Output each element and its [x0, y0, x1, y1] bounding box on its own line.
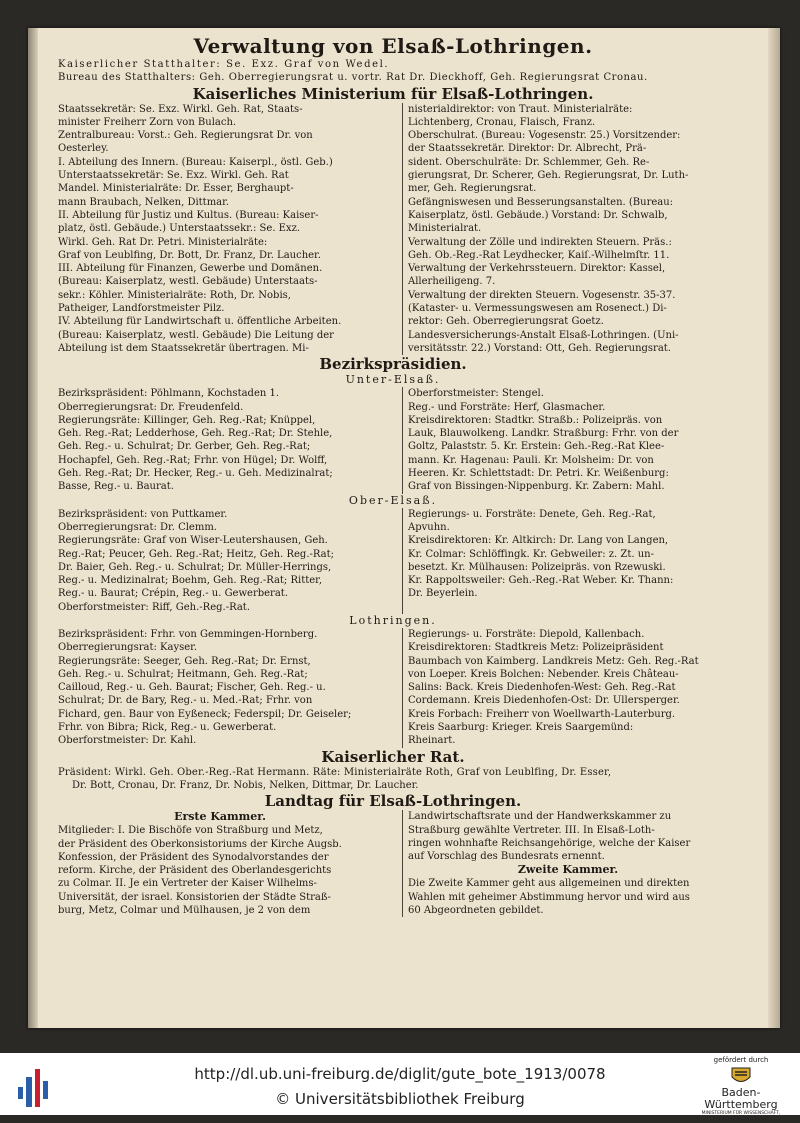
ministry-right-column	[402, 103, 728, 356]
section-heading-bezirk: Bezirkspräsidien.	[319, 355, 467, 374]
landtag-right	[402, 810, 728, 917]
unter-elsass-columns	[58, 387, 728, 493]
text-line: Salins: Back. Kreis Diedenhofen-West: Geh. Reg.-Rat	[408, 682, 676, 694]
text-line: Heeren. Kr. Schlettstadt: Dr. Petri. Kr. Weißenburg:	[408, 468, 669, 480]
coat-of-arms-icon	[728, 1066, 754, 1086]
unter-elsass-left	[58, 387, 382, 493]
text-line: I. Abteilung des Innern. (Bureau: Kaiserpl., östl. Geb.)	[58, 156, 333, 168]
text-line: Oberforstmeister: Dr. Kahl.	[58, 735, 197, 747]
text-line: mann. Kr. Hagenau: Pauli. Kr. Molsheim: Dr. von	[408, 454, 654, 466]
ober-elsass-right	[402, 508, 728, 614]
subheading-zweite-kammer: Zweite Kammer.	[517, 863, 619, 877]
rat-line: Dr. Bott, Cronau, Dr. Franz, Dr. Nobis, Nelken, Dittmar, Dr. Laucher.	[72, 779, 419, 791]
text-line: ringen wohnhafte Reichsangehörige, welche der Kaiser	[408, 837, 691, 849]
text-line: Bezirkspräsident: Pöhlmann, Kochstaden 1.	[58, 388, 280, 400]
text-line: Universität, der israel. Konsistorien der Städte Straß-	[58, 891, 331, 903]
text-line: Kreis Forbach: Freiherr von Woellwarth-Lauterburg.	[408, 708, 676, 720]
text-line: nisterialdirektor: von Traut. Ministerialräte:	[408, 103, 633, 115]
zweite-kammer-text	[408, 877, 728, 917]
text-line: Graf von Leublfing, Dr. Bott, Dr. Franz, Dr. Laucher.	[58, 249, 321, 261]
text-line: versitätsstr. 22.) Vorstand: Ott, Geh. Regierungsrat.	[408, 342, 671, 354]
text-line: Geh. Ob.-Reg.-Rat Leydhecker, Kaiſ.-Wilhelmſtr. 11.	[408, 249, 670, 261]
copyright-text: © Universitätsbibliothek Freiburg	[275, 1090, 525, 1108]
text-line: Oberregierungsrat: Dr. Clemm.	[58, 521, 217, 533]
text-line: Zentralbureau: Vorst.: Geh. Regierungsrat Dr. von	[58, 130, 313, 142]
text-line: Staatssekretär: Se. Exz. Wirkl. Geh. Rat, Staats-	[58, 103, 303, 115]
unter-elsass-right	[402, 387, 728, 493]
text-line: Geh. Reg.-Rat; Ledderhose, Geh. Reg.-Rat; Dr. Stehle,	[58, 428, 333, 440]
text-line: Regierungsräte: Seeger, Geh. Reg.-Rat; Dr. Ernst,	[58, 655, 311, 667]
rat-line: Präsident: Wirkl. Geh. Ober.-Reg.-Rat Hermann. Räte: Ministerialräte Roth, Graf von Leublfing, Dr. Esser,	[58, 766, 612, 778]
text-line: Graf von Bissingen-Nippenburg. Kr. Zabern: Mahl.	[408, 481, 665, 493]
text-line: zu Colmar. II. Je ein Vertreter der Kaiser Wilhelms-	[58, 878, 317, 890]
text-line: Kr. Colmar: Schlöffingk. Kr. Gebweiler: z. Zt. un-	[408, 548, 654, 560]
text-line: sident. Oberschulräte: Dr. Schlemmer, Geh. Re-	[408, 156, 650, 168]
text-line: Regierungs- u. Forsträte: Denete, Geh. Reg.-Rat,	[408, 508, 656, 520]
subheading-erste-kammer: Erste Kammer.	[174, 810, 266, 824]
subheading-unter-elsass: Unter-Elsaß.	[345, 373, 441, 387]
text-line: Verwaltung der Verkehrssteuern. Direktor: Kassel,	[408, 263, 666, 275]
lothringen-columns	[58, 628, 728, 748]
text-line: auf Vorschlag des Bundesrats ernennt.	[408, 851, 605, 863]
funded-by-text: gefördert durch	[713, 1056, 769, 1064]
text-line: Cordemann. Kreis Diedenhofen-Ost: Dr. Ullersperger.	[408, 695, 680, 707]
lothringen-left	[58, 628, 382, 748]
text-line: Frhr. von Bibra; Rick, Reg.- u. Gewerberat.	[58, 722, 277, 734]
text-line: Apvuhn.	[408, 521, 450, 533]
text-line: Allerheiligeng. 7.	[408, 276, 496, 288]
intro-line: Bureau des Statthalters: Geh. Oberregierungsrat u. vortr. Rat Dr. Dieckhoff, Geh. Regierungsrat Cronau.	[58, 72, 648, 84]
text-line: besetzt. Kr. Mülhausen: Polizeipräs. von Rzewuski.	[408, 561, 666, 573]
page-title: Verwaltung von Elsaß-Lothringen.	[193, 34, 593, 58]
text-line: Oberforstmeister: Riff, Geh.-Reg.-Rat.	[58, 601, 251, 613]
text-line: Geh. Reg.-Rat; Dr. Hecker, Reg.- u. Geh. Medizinalrat;	[58, 468, 333, 480]
text-line: Verwaltung der direkten Steuern. Vogesenstr. 35-37.	[408, 289, 676, 301]
text-line: Kaiserplatz, östl. Gebäude.) Vorstand: Dr. Schwalb,	[408, 209, 668, 221]
text-line: Kreisdirektoren: Kr. Altkirch: Dr. Lang von Langen,	[408, 535, 669, 547]
text-line: Oberforstmeister: Stengel.	[408, 388, 544, 400]
text-line: Dr. Beyerlein.	[408, 588, 478, 600]
text-line: Oberregierungsrat: Kayser.	[58, 642, 198, 654]
text-line: Wahlen mit geheimer Abstimmung hervor und wird aus	[408, 891, 690, 903]
text-line: Kr. Rappoltsweiler: Geh.-Reg.-Rat Weber. Kr. Thann:	[408, 575, 674, 587]
landtag-left	[58, 810, 382, 917]
text-line: (Bureau: Kaiserplatz, westl. Gebäude) Unterstaats-	[58, 276, 318, 288]
text-line: Kreisdirektoren: Stadtkreis Metz: Polizeipräsident	[408, 642, 664, 654]
text-line: Fichard, gen. Baur von Eyßeneck; Federspil; Dr. Geiseler;	[58, 708, 352, 720]
text-line: Oesterley.	[58, 143, 109, 155]
text-line: Mandel. Ministerialräte: Dr. Esser, Berghaupt-	[58, 183, 294, 195]
text-line: Mitglieder: I. Die Bischöfe von Straßburg und Metz,	[58, 825, 323, 837]
erste-kammer-text	[58, 824, 382, 917]
landtag-columns	[58, 810, 728, 917]
text-line: Straßburg gewählte Vertreter. III. In Elsaß-Loth-	[408, 824, 655, 836]
subheading-lothringen: Lothringen.	[349, 613, 437, 627]
section-heading-rat: Kaiserlicher Rat.	[321, 747, 465, 766]
text-line: Reg.-Rat; Peucer, Geh. Reg.-Rat; Heitz, Geh. Reg.-Rat;	[58, 548, 334, 560]
ministry-columns	[58, 103, 728, 356]
text-line: (Kataster- u. Vermessungswesen am Rosenect.) Di-	[408, 303, 667, 315]
text-line: Regierungsräte: Killinger, Geh. Reg.-Rat; Knüppel,	[58, 414, 316, 426]
text-line: Dr. Baier, Geh. Reg.- u. Schulrat; Dr. Müller-Herrings,	[58, 561, 332, 573]
text-line: Abteilung ist dem Staatssekretär übertragen. Mi-	[58, 342, 309, 354]
text-line: III. Abteilung für Finanzen, Gewerbe und Domänen.	[58, 263, 323, 275]
lothringen-right	[402, 628, 728, 748]
text-line: sekr.: Köhler. Ministerialräte: Roth, Dr. Nobis,	[58, 289, 291, 301]
erste-kammer-text-cont	[408, 810, 728, 863]
text-line: Goltz, Palaststr. 5. Kr. Erstein: Geh.-Reg.-Rat Klee-	[408, 441, 665, 453]
text-line: Landwirtschaftsrate und der Handwerkskammer zu	[408, 811, 672, 823]
text-line: Basse, Reg.- u. Baurat.	[58, 481, 174, 493]
text-line: Bezirkspräsident: Frhr. von Gemmingen-Hornberg.	[58, 628, 318, 640]
text-line: Geh. Reg.- u. Schulrat; Heitmann, Geh. Reg.-Rat;	[58, 668, 308, 680]
permalink-url[interactable]: http://dl.ub.uni-freiburg.de/diglit/gute_bote_1913/0078	[194, 1065, 606, 1083]
text-line: Reg.- u. Medizinalrat; Boehm, Geh. Reg.-Rat; Ritter,	[58, 575, 323, 587]
text-line: Gefängniswesen und Besserungsanstalten. (Bureau:	[408, 196, 674, 208]
text-line: IV. Abteilung für Landwirtschaft u. öffentliche Arbeiten.	[58, 316, 342, 328]
text-line: von Loeper. Kreis Bolchen: Nebender. Kreis Château-	[408, 668, 679, 680]
ober-elsass-left	[58, 508, 382, 614]
funding-logo-baden-wuerttemberg	[690, 1056, 792, 1123]
text-line: Patheiger, Landforstmeister Pilz.	[58, 303, 225, 315]
subheading-ober-elsass: Ober-Elsaß.	[348, 493, 438, 507]
text-line: Unterstaatssekretär: Se. Exz. Wirkl. Geh. Rat	[58, 170, 289, 182]
text-line: Kreis Saarburg: Krieger. Kreis Saargemünd:	[408, 722, 634, 734]
text-line: Reg.- und Forsträte: Herf, Glasmacher.	[408, 401, 606, 413]
section-heading-landtag: Landtag für Elsaß-Lothringen.	[264, 792, 522, 811]
text-line: Wirkl. Geh. Rat Dr. Petri. Ministerialräte:	[58, 236, 268, 248]
text-line: rektor: Geh. Oberregierungsrat Goetz.	[408, 316, 604, 328]
text-line: Hochapfel, Geh. Reg.-Rat; Frhr. von Hügel; Dr. Wolff,	[58, 454, 328, 466]
text-line: reform. Kirche, der Präsident des Oberlandesgerichts	[58, 865, 332, 877]
text-line: (Bureau: Kaiserplatz, westl. Gebäude) Die Leitung der	[58, 329, 334, 341]
viewer-footer	[0, 1053, 800, 1122]
text-line: Schulrat; Dr. de Bary, Reg.- u. Med.-Rat; Frhr. von	[58, 695, 313, 707]
text-line: Regierungs- u. Forsträte: Diepold, Kallenbach.	[408, 628, 645, 640]
text-line: Cailloud, Reg.- u. Geh. Baurat; Fischer, Geh. Reg.- u.	[58, 682, 326, 694]
text-line: minister Freiherr Zorn von Bulach.	[58, 116, 237, 128]
page-content	[58, 34, 728, 994]
book-spine-edge	[28, 28, 38, 1028]
page-right-edge	[768, 28, 780, 1028]
text-line: platz, östl. Gebäude.) Unterstaatssekr.: Se. Exz.	[58, 223, 301, 235]
text-line: 60 Abgeordneten gebildet.	[408, 905, 544, 917]
text-line: Lauk, Blauwolkeng. Landkr. Straßburg: Frhr. von der	[408, 428, 679, 440]
ministry-name: MINISTERIUM FÜR WISSENSCHAFT, FORSCHUNG UND KUNST	[701, 1111, 781, 1122]
text-line: gierungsrat, Dr. Scherer, Geh. Regierungsrat, Dr. Luth-	[408, 170, 689, 182]
text-line: Konfession, der Präsident des Synodalvorstandes der	[58, 851, 329, 863]
text-line: Bezirkspräsident: von Puttkamer.	[58, 508, 228, 520]
text-line: Landesversicherungs-Anstalt Elsaß-Lothringen. (Uni-	[408, 329, 679, 341]
text-line: Verwaltung der Zölle und indirekten Steuern. Präs.:	[408, 236, 672, 248]
text-line: Oberschulrat. (Bureau: Vogesenstr. 25.) Vorsitzender:	[408, 130, 681, 142]
section-heading-ministry: Kaiserliches Ministerium für Elsaß-Lothringen.	[192, 84, 594, 103]
text-line: Regierungsräte: Graf von Wiser-Leutershausen, Geh.	[58, 535, 328, 547]
ministry-left-column	[58, 103, 382, 356]
state-name: Baden-Württemberg	[704, 1086, 778, 1111]
text-line: II. Abteilung für Justiz und Kultus. (Bureau: Kaiser-	[58, 209, 319, 221]
text-line: Rheinart.	[408, 735, 456, 747]
text-line: Ministerialrat.	[408, 223, 482, 235]
ober-elsass-columns	[58, 508, 728, 614]
text-line: Reg.- u. Baurat; Crépin, Reg.- u. Gewerberat.	[58, 588, 288, 600]
text-line: mann Braubach, Nelken, Dittmar.	[58, 196, 229, 208]
text-line: Kreisdirektoren: Stadtkr. Straßb.: Polizeipräs. von	[408, 414, 663, 426]
text-line: burg, Metz, Colmar und Mülhausen, je 2 von dem	[58, 905, 311, 917]
intro-line: Kaiserlicher Statthalter: Se. Exz. Graf von Wedel.	[58, 59, 390, 70]
text-line: Lichtenberg, Cronau, Flaisch, Franz.	[408, 116, 596, 128]
text-line: mer, Geh. Regierungsrat.	[408, 183, 537, 195]
text-line: Geh. Reg.- u. Schulrat; Dr. Gerber, Geh. Reg.-Rat;	[58, 441, 311, 453]
text-line: Baumbach von Kaimberg. Landkreis Metz: Geh. Reg.-Rat	[408, 655, 699, 667]
text-line: Die Zweite Kammer geht aus allgemeinen und direkten	[408, 878, 690, 890]
text-line: der Staatssekretär. Direktor: Dr. Albrecht, Prä-	[408, 143, 647, 155]
text-line: der Präsident des Oberkonsistoriums der Kirche Augsb.	[58, 838, 342, 850]
text-line: Oberregierungsrat: Dr. Freudenfeld.	[58, 401, 244, 413]
